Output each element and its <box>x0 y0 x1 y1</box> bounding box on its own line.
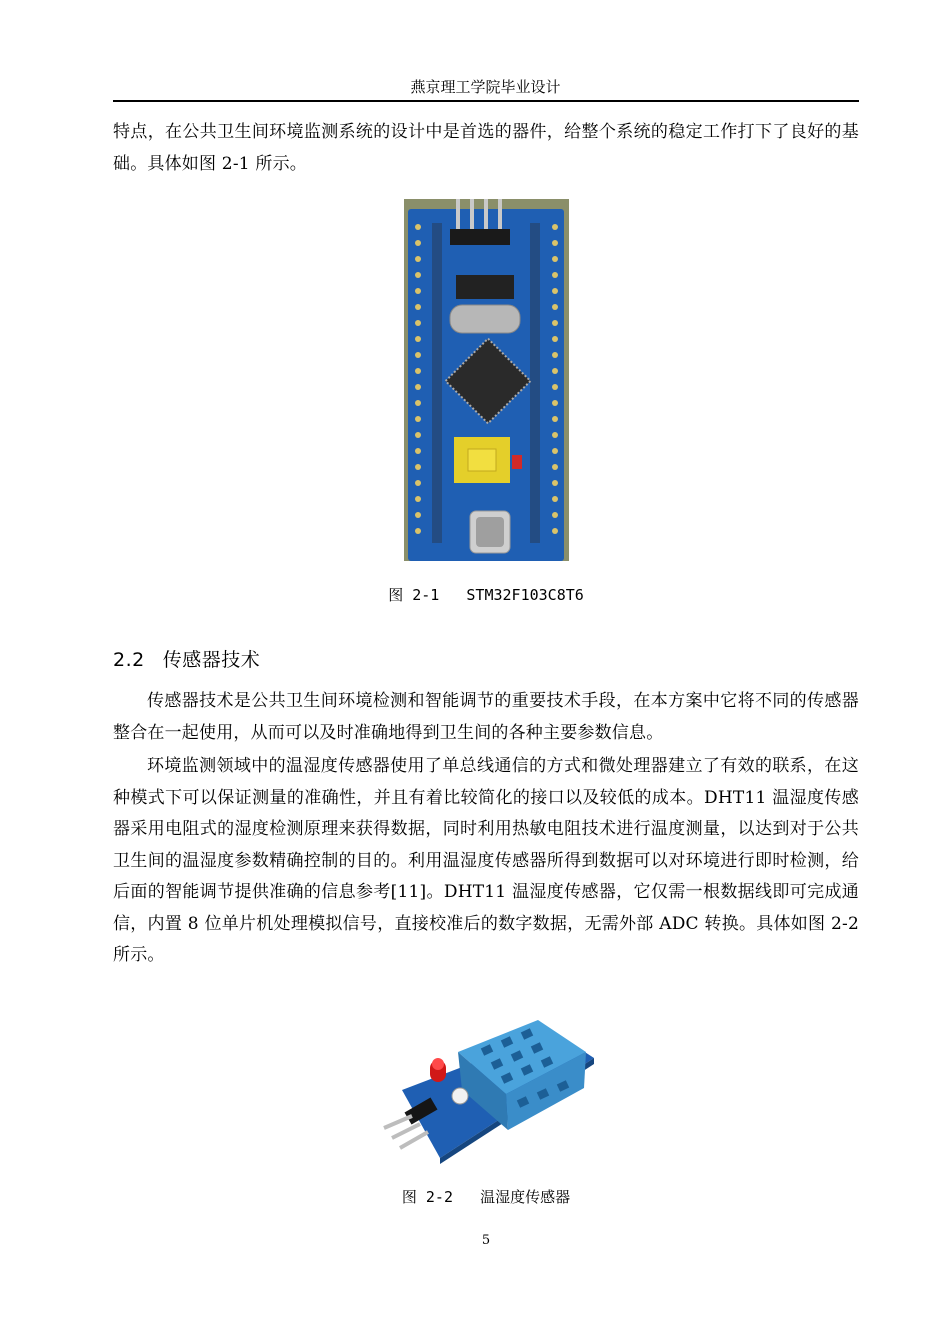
paragraph-sensor-tech: 传感器技术是公共卫生间环境检测和智能调节的重要技术手段，在本方案中它将不同的传感器整合在一起使用，从而可以及时准确地得到卫生间的各种主要参数信息。 <box>113 691 859 743</box>
paragraph-intro: 特点，在公共卫生间环境监测系统的设计中是首选的器件，给整个系统的稳定工作打下了良好的基础。具体如图 2-1 所示。 <box>113 122 859 174</box>
stm32-board-image <box>404 199 569 561</box>
stm32-board-illustration <box>404 199 569 561</box>
figure-2-1-label: 图 2-1 <box>388 586 440 604</box>
figure-2-2-caption <box>113 1187 859 1207</box>
section-number: 2.2 <box>113 649 145 671</box>
section-title: 传感器技术 <box>162 649 261 671</box>
paragraph-dht11: 环境监测领域中的温湿度传感器使用了单总线通信的方式和微处理器建立了有效的联系，在这种模式下可以保证测量的准确性，并且有着比较简化的接口以及较低的成本。DHT11 温湿度传感器采用电阻式的湿度检测原理来获得数据，同时利用热敏电阻技术进行温度测量，以达到对于公共卫生间的温湿度参数精确控制的目的。利用温湿度传感器所得到数据可以对环境进行即时检测，给后面的智能调节提供准确的信息参考[11]。DHT11 温湿度传感器，它仅需一根数据线即可完成通信，内置 8 位单片机处理模拟信号，直接校准后的数字数据，无需外部 ADC 转换。具体如图 2-2 所示。 <box>113 756 859 965</box>
page-header: 燕京理工学院毕业设计 <box>410 78 561 96</box>
dht11-sensor-illustration <box>378 1012 598 1168</box>
figure-2-1-text: STM32F103C8T6 <box>466 586 584 604</box>
dht11-sensor-image <box>378 1012 598 1168</box>
section-heading <box>113 647 260 673</box>
header-rule <box>113 100 859 102</box>
figure-2-1-caption <box>113 585 859 605</box>
page-number: 5 <box>481 1233 491 1248</box>
figure-2-2-label: 图 2-2 <box>401 1188 453 1206</box>
figure-2-2-text: 温湿度传感器 <box>480 1188 571 1206</box>
